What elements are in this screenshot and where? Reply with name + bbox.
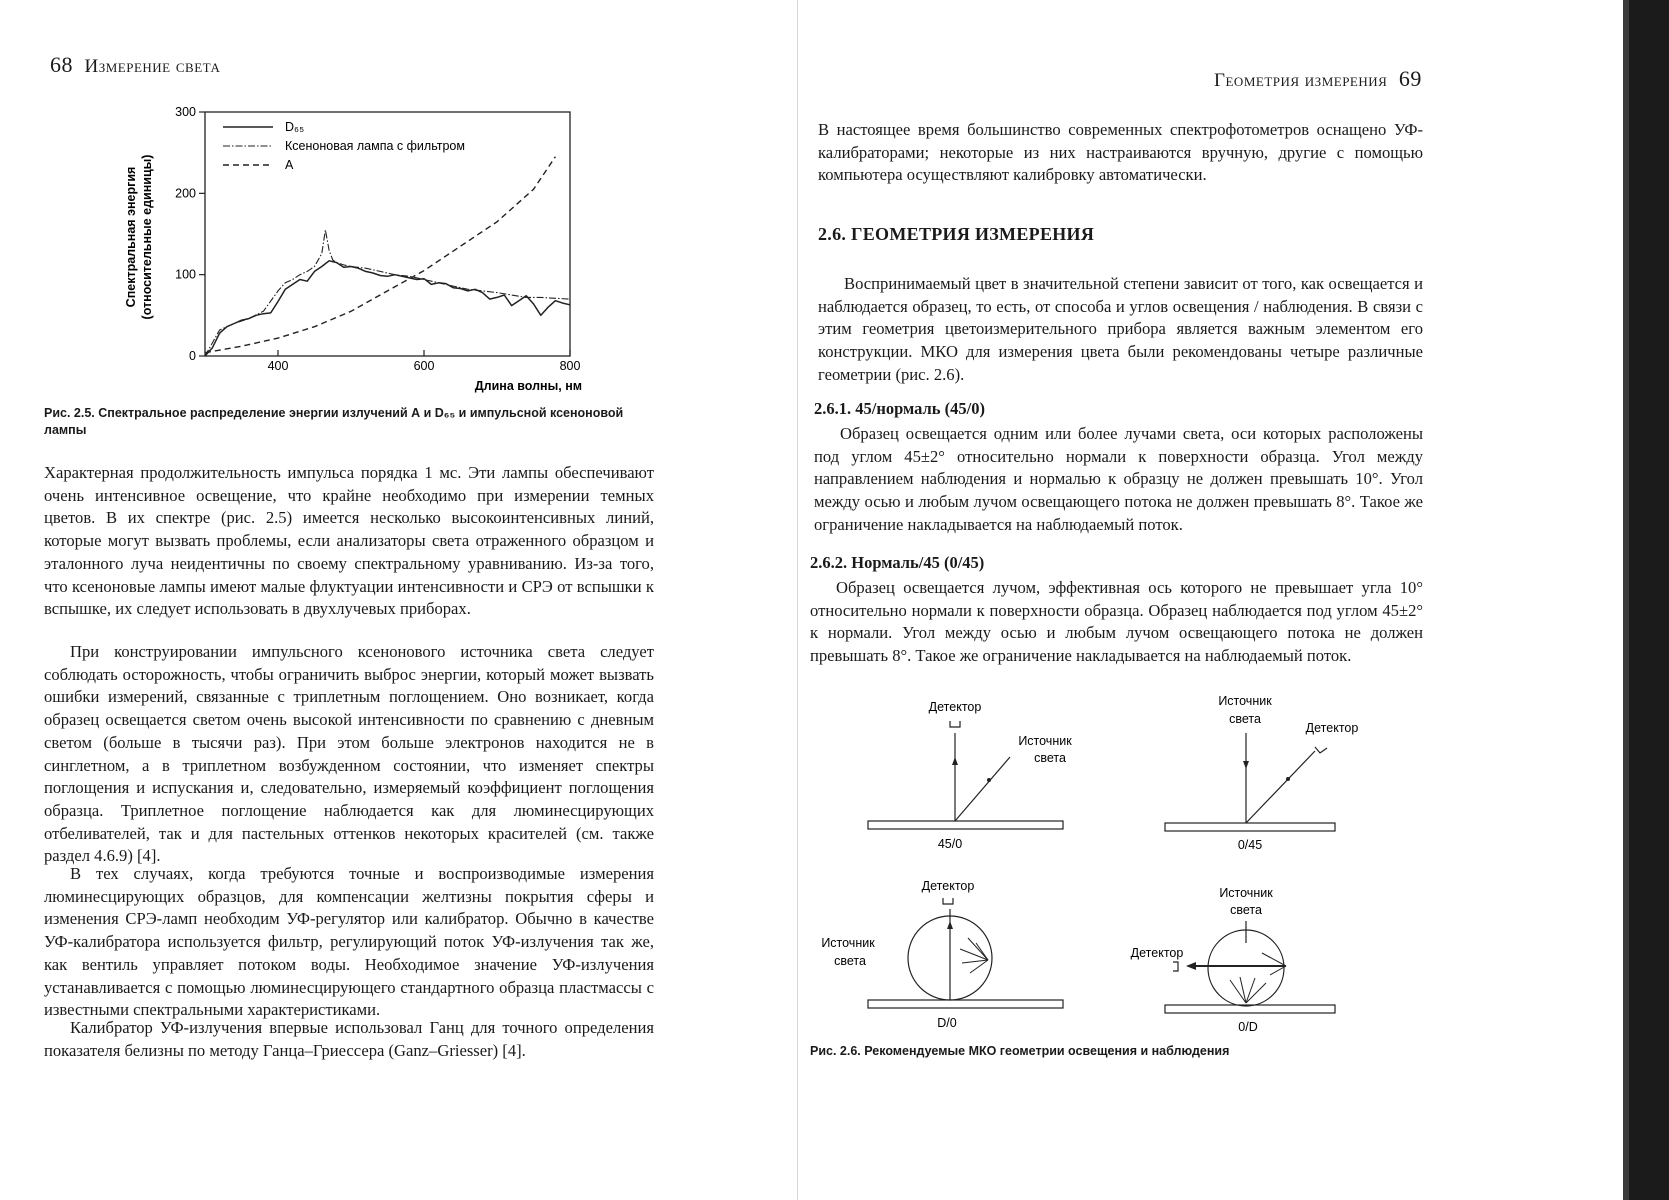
chart-y-tick-label: 200 <box>175 186 196 201</box>
diagram-0-d-source-label-2: света <box>1230 903 1262 917</box>
diagram-45-0-source-label-1: Источник <box>1018 734 1072 748</box>
diagram-d-0-detector-label: Детектор <box>921 879 975 893</box>
diagram-45-0-label: 45/0 <box>937 837 963 851</box>
chart-legend-label-1: Ксеноновая лампа с фильтром <box>285 139 465 153</box>
diagram-0-d-detector-label: Детектор <box>1130 946 1184 960</box>
chart-y-tick-label: 300 <box>175 105 196 119</box>
diagram-45-0-sample <box>868 821 1063 829</box>
diagram-d-0-source-label-1: Источник <box>821 936 875 950</box>
subsection-2-6-1-heading: 2.6.1. 45/нормаль (45/0) <box>814 399 985 418</box>
diagram-0-45-detector-label: Детектор <box>1305 721 1359 735</box>
diagram-45-0-arrow <box>952 757 958 765</box>
chart-x-tick-label: 600 <box>413 359 435 373</box>
chart-x-axis-label: Длина волны, нм <box>474 379 582 393</box>
subsection-2-6-1-text: Образец освещается одним или более лучами света, оси которых расположены под углом 45±2° относительно нормали к поверхности образца. Угол между направлением наблюдения и нормалью к образцу не должен превышать 10°. Угол между осью и любым лучом освещающего потока не должен превышать 8°. Такое же ограничение накладывается на наблюдаемый поток. <box>814 424 1423 534</box>
page-gutter <box>797 0 798 1200</box>
diagram-45-0-detector-label: Детектор <box>928 700 982 714</box>
left-paragraph-4: Калибратор УФ-излучения впервые использовал Ганц для точного определения показателя белизны по методу Ганца–Гриессера (Ganz–Griesser) [4]. <box>44 1018 654 1060</box>
right-running-head <box>1214 66 1422 92</box>
subsection-2-6-2-text: Образец освещается лучом, эффективная ось которого не превышает угла 10° относительно нормали к поверхности образца. Образец наблюдается под углом 45±2° к нормали. Угол между осью и любым лучом освещающего потока не должен превышать 8°. Такое же ограничение накладывается на наблюдаемый поток. <box>810 578 1423 666</box>
diagram-d-0-label: D/0 <box>937 1016 957 1030</box>
diagram-d-0 <box>821 879 1063 1030</box>
diagram-0-d-detector-icon <box>1173 962 1178 971</box>
diagram-d-0-detector-icon <box>943 898 953 904</box>
chart-y-axis-label: Спектральная энергия (относительные единицы) <box>124 154 154 320</box>
diagram-0-d <box>1131 886 1335 1034</box>
chart-series <box>205 157 570 356</box>
left-paragraph-2: При конструировании импульсного ксенонового источника света следует соблюдать осторожность, чтобы ограничить выброс энергии, который может вызвать ошибки измерений, связанные с триплетным поглощением. Оно возникает, когда образец освещается светом очень высокой интенсивности по сравнению с дневным светом (больше в тысячи раз). При этом больше электронов находится не в синглетном, а в триплетном возбужденном состоянии, что изменяет спектры поглощения и испускания и, следовательно, измеряемый коэффициент поглощения образца. Триплетное поглощение наблюдается как для люминесцирующих отбеливателей, так и для пастельных оттенков некоторых красителей (см. также раздел 4.6.9) [4]. <box>44 642 654 866</box>
left-page <box>0 0 800 1200</box>
chart-series-line-2 <box>205 157 555 353</box>
diagram-0-45-sample <box>1165 823 1335 831</box>
diagram-45-0-detector-icon <box>950 721 960 727</box>
figure-2-6-caption <box>810 1043 1420 1060</box>
chart-legend <box>223 120 465 172</box>
right-page <box>800 0 1620 1200</box>
figure-2-6-text: Рекомендуемые МКО геометрии освещения и наблюдения <box>864 1044 1230 1058</box>
left-paragraph-1: Характерная продолжительность импульса порядка 1 мс. Эти лампы обеспечивают очень интенсивное освещение, что крайне необходимо при измерении темных цветов. В их спектре (рис. 2.5) имеется несколько высокоинтенсивных линий, которые могут вызвать проблемы, если анализаторы света отраженного образцом и эталонного луча неидентичны по своему спектральному уравниванию. Из-за того, что ксеноновые лампы имеют малые флуктуации интенсивности и СРЭ от вспышки к вспышке, их следует использовать в двухлучевых приборах. <box>44 463 654 619</box>
figure-2-5-text: Спектральное распределение энергии излучений А и D₆₅ и импульсной ксеноновой лампы <box>44 406 624 437</box>
diagram-0-d-diffuse-rays <box>1230 953 1286 1003</box>
diagram-0-45 <box>1165 694 1358 852</box>
diagram-45-0 <box>868 700 1072 851</box>
right-running-title: Геометрия измерения <box>1214 70 1388 91</box>
spectral-energy-chart <box>120 100 620 405</box>
diagram-45-0-illumination-ray <box>955 757 1010 821</box>
left-running-head <box>50 52 220 78</box>
diagram-d-0-sample <box>868 1000 1063 1008</box>
diagram-d-0-diffuse-rays <box>960 938 988 973</box>
right-page-number: 69 <box>1398 66 1422 91</box>
figure-2-6-label: Рис. 2.6. <box>810 1044 861 1058</box>
diagram-d-0-source-label-2: света <box>834 954 866 968</box>
measurement-geometry-diagrams <box>800 685 1360 1035</box>
subsection-2-6-2-heading: 2.6.2. Нормаль/45 (0/45) <box>810 553 985 572</box>
section-2-6-heading: 2.6. ГЕОМЕТРИЯ ИЗМЕРЕНИЯ <box>818 224 1095 244</box>
diagram-0-45-source-label-1: Источник <box>1218 694 1272 708</box>
section-2-6-paragraph: Воспринимаемый цвет в значительной степени зависит от того, как освещается и наблюдается образец, то есть, от способа и углов освещения / наблюдения. В связи с этим геометрия цветоизмерительного прибора является важным элементом его конструкции. МКО для измерения цвета были рекомендованы четыре различные геометрии (рис. 2.6). <box>818 274 1423 384</box>
chart-series-line-1 <box>205 230 570 356</box>
chart-y-tick-label: 100 <box>175 267 196 282</box>
left-running-title: Измерение света <box>84 56 221 77</box>
diagram-0-d-label: 0/D <box>1238 1020 1258 1034</box>
diagram-0-45-source-label-2: света <box>1229 712 1261 726</box>
diagram-45-0-source-label-2: света <box>1034 751 1066 765</box>
chart-legend-label-0: D₆₅ <box>285 120 305 134</box>
diagram-0-d-source-label-1: Источник <box>1219 886 1273 900</box>
chart-x-tick-label: 800 <box>559 359 581 373</box>
diagram-0-45-detector-icon <box>1315 747 1327 753</box>
diagram-0-45-observation-ray <box>1246 751 1315 823</box>
chart-legend-label-2: A <box>285 158 294 172</box>
chart-y-tick-label: 0 <box>189 349 196 363</box>
scan-edge <box>1629 0 1669 1200</box>
right-intro-paragraph: В настоящее время большинство современных спектрофотометров оснащено УФ-калибраторами; некоторые из них настраиваются вручную, другие с помощью компьютера осуществляют калибровку автоматически. <box>818 120 1423 185</box>
figure-2-5-label: Рис. 2.5. <box>44 406 95 420</box>
left-paragraph-3: В тех случаях, когда требуются точные и воспроизводимые измерения люминесцирующих образцов, для компенсации желтизны покрытия сферы и изменения СРЭ-ламп необходим УФ-регулятор или калибратор. Обычно в качестве УФ-калибратора используется фильтр, регулирующий поток УФ-излучения так же, как вентиль управляет потоком воды. Необходимое значение УФ-излучения устанавливается с помощью люминесцирующего стандартного образца пластмассы с известными спектральными характеристиками. <box>44 864 654 1020</box>
chart-x-tick-label: 400 <box>267 359 289 373</box>
diagram-0-45-label: 0/45 <box>1237 838 1263 852</box>
left-page-number: 68 <box>50 52 73 77</box>
figure-2-5-caption <box>44 405 659 439</box>
